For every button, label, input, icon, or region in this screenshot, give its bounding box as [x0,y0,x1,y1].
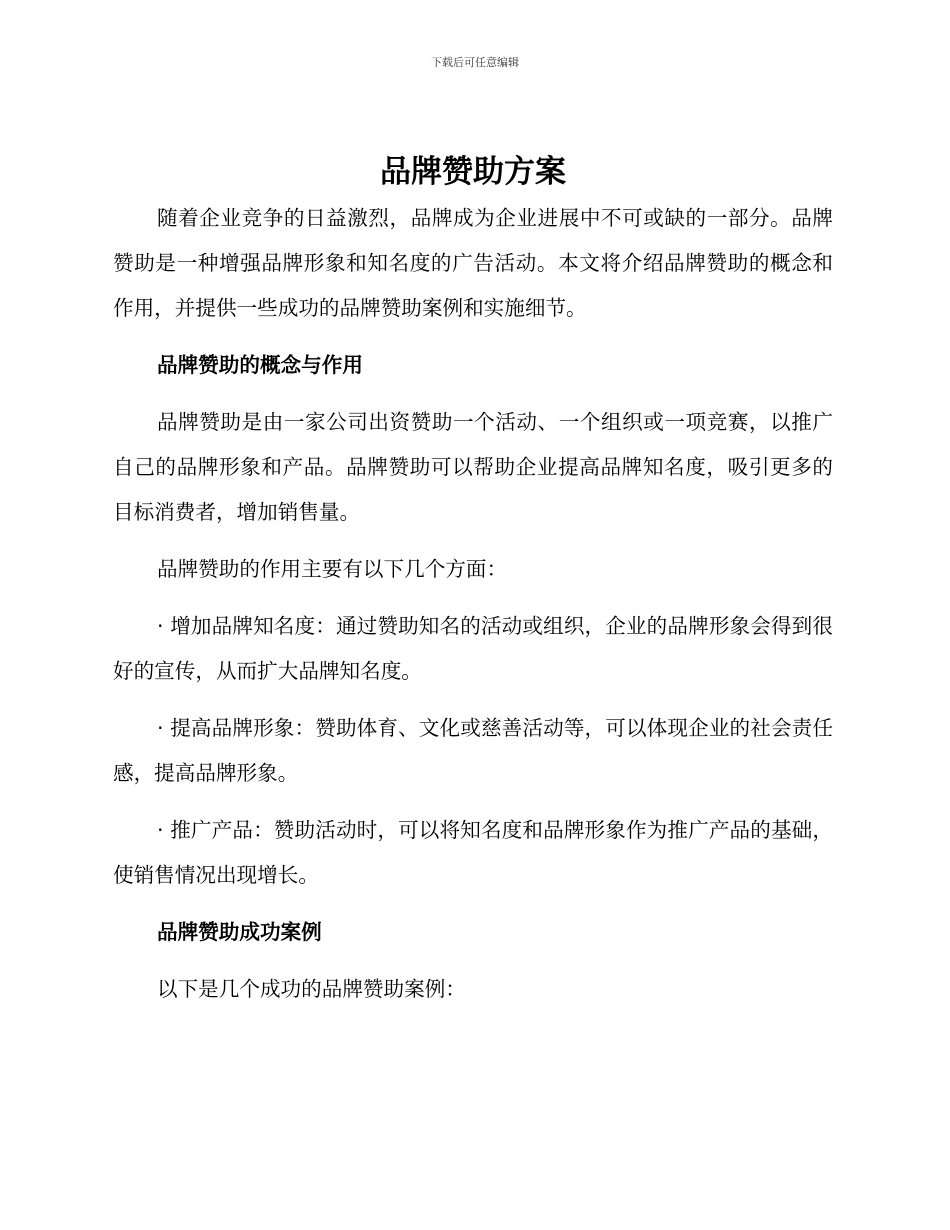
section-heading-concept: 品牌赞助的概念与作用 [157,353,363,377]
section-heading-cases: 品牌赞助成功案例 [157,920,322,944]
document-body [113,150,833,1024]
bullet-item-promotion: · 推广产品：赞助活动时，可以将知名度和品牌形象作为推广产品的基础，使销售情况出现增长。 [113,818,833,887]
concept-paragraph: 品牌赞助是由一家公司出资赞助一个活动、一个组织或一项竞赛，以推广自己的品牌形象和产品。品牌赞助可以帮助企业提高品牌知名度，吸引更多的目标消费者，增加销售量。 [113,410,833,524]
bullet-item-awareness: · 增加品牌知名度：通过赞助知名的活动或组织，企业的品牌形象会得到很好的宣传，从而扩大品牌知名度。 [113,614,833,683]
document-title: 品牌赞助方案 [380,154,566,190]
page-header-note: 下载后可任意编辑 [431,56,519,69]
cases-intro-paragraph: 以下是几个成功的品牌赞助案例： [157,977,466,1001]
bullet-item-image: · 提高品牌形象：赞助体育、文化或慈善活动等，可以体现企业的社会责任感，提高品牌形象。 [113,716,833,785]
intro-paragraph: 随着企业竞争的日益激烈，品牌成为企业进展中不可或缺的一部分。品牌赞助是一种增强品牌形象和知名度的广告活动。本文将介绍品牌赞助的概念和作用，并提供一些成功的品牌赞助案例和实施细节。 [113,206,833,320]
roles-intro-paragraph: 品牌赞助的作用主要有以下几个方面： [157,557,508,581]
